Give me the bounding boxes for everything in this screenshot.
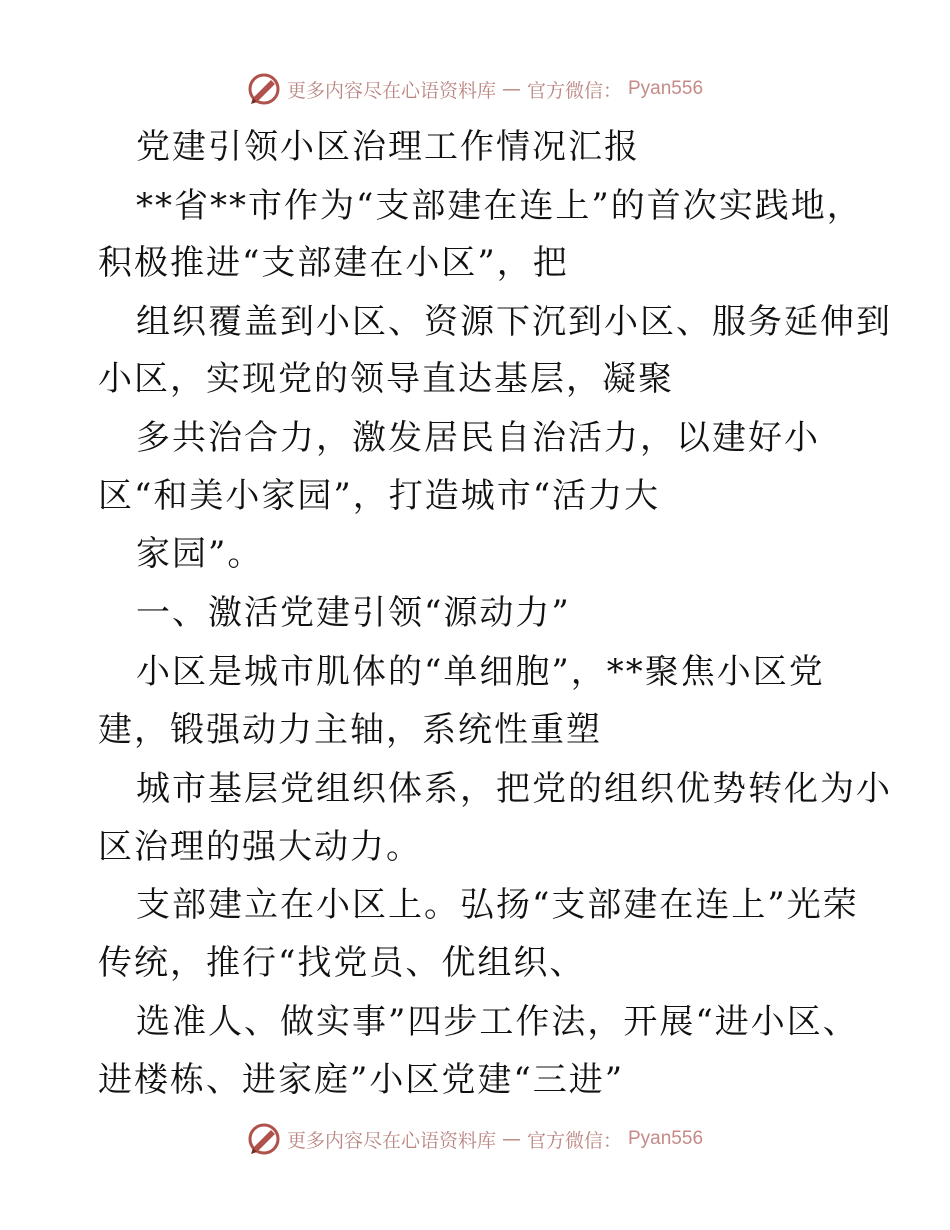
pen-circle-icon xyxy=(247,72,281,106)
watermark-suffix: 官方微信： xyxy=(526,1129,622,1152)
watermark-footer xyxy=(0,1122,950,1156)
watermark-text: 更多内容尽在心语资料库 xyxy=(286,1129,496,1152)
document-line: **省**市作为“支部建在连上”的首次实践地， xyxy=(136,186,863,226)
section-heading: 一、激活党建引领“源动力” xyxy=(136,593,571,633)
watermark-wechat-id: Pyan556 xyxy=(628,1128,704,1149)
document-line: 城市基层党组织体系，把党的组织优势转化为小 xyxy=(136,769,892,809)
document-line: 多共治合力，激发居民自治活力，以建好小 xyxy=(136,418,820,458)
watermark-text: 更多内容尽在心语资料库 xyxy=(286,79,496,102)
document-line: 支部建立在小区上。弘扬“支部建在连上”光荣 xyxy=(136,885,859,925)
document-line: 选准人、做实事”四步工作法，开展“进小区、 xyxy=(136,1002,859,1042)
document-title: 党建引领小区治理工作情况汇报 xyxy=(136,127,640,167)
watermark-wechat-id: Pyan556 xyxy=(628,78,704,99)
document-line: 小区，实现党的领导直达基层，凝聚 xyxy=(98,359,674,399)
watermark-suffix: 官方微信： xyxy=(526,79,622,102)
document-line: 家园”。 xyxy=(136,534,264,574)
document-line: 组织覆盖到小区、资源下沉到小区、服务延伸到 xyxy=(136,302,892,342)
document-line: 区治理的强大动力。 xyxy=(98,827,422,867)
document-line: 积极推进“支部建在小区”，把 xyxy=(98,243,569,283)
document-line: 建，锻强动力主轴，系统性重塑 xyxy=(98,710,602,750)
document-line: 进楼栋、进家庭”小区党建“三进” xyxy=(98,1060,625,1100)
document-line: 传统，推行“找党员、优组织、 xyxy=(98,943,586,983)
watermark-dash: — xyxy=(501,1128,521,1150)
watermark-dash: — xyxy=(501,78,521,100)
watermark-header xyxy=(0,72,950,106)
pen-circle-icon xyxy=(247,1122,281,1156)
document-line: 区“和美小家园”，打造城市“活力大 xyxy=(98,476,661,516)
document-line: 小区是城市肌体的“单细胞”，**聚焦小区党 xyxy=(136,652,825,692)
